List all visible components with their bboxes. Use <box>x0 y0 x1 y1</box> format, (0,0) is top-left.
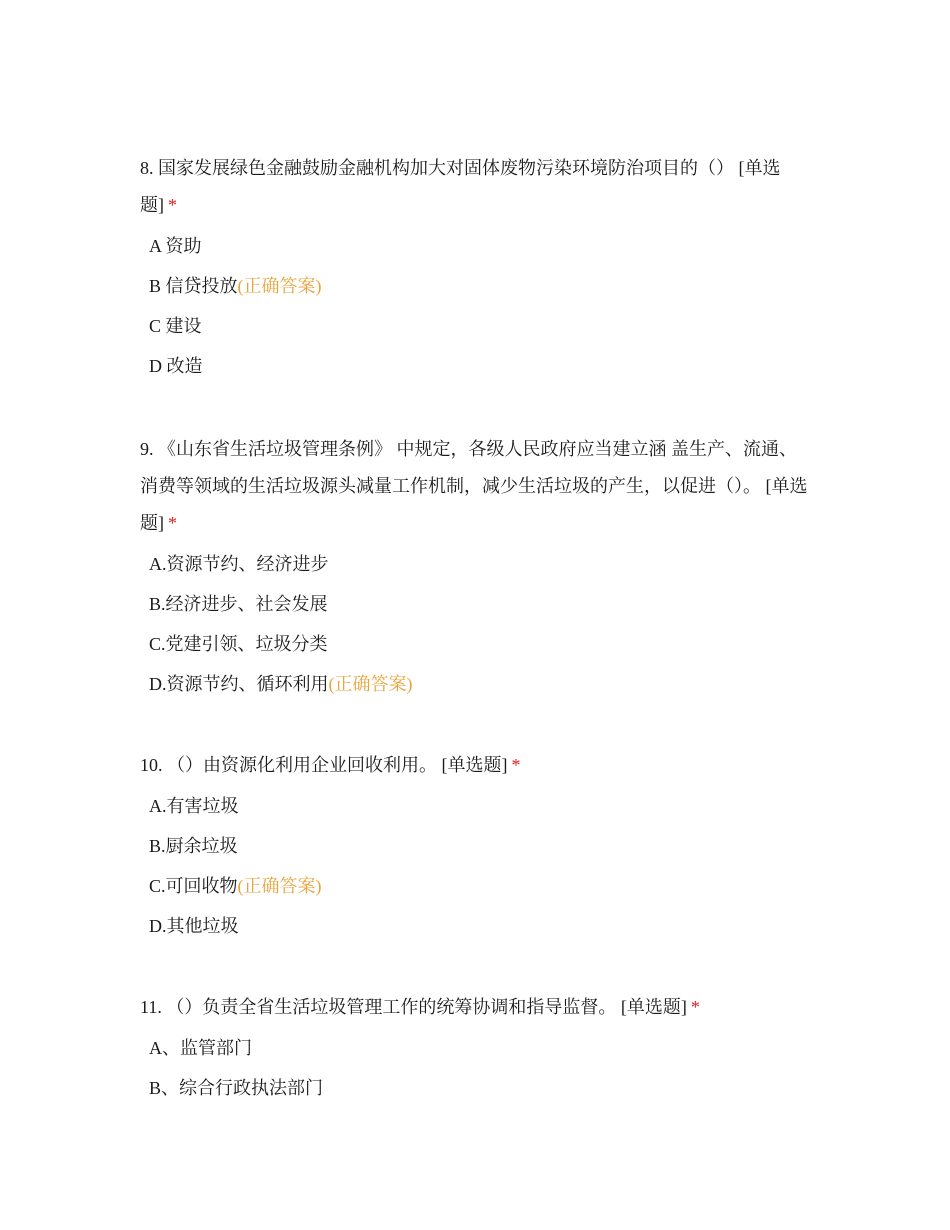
option-list <box>140 544 812 704</box>
option-a[interactable]: A.资源节约、经济进步 <box>149 554 329 574</box>
option-c[interactable]: C.可回收物(正确答案) <box>149 876 322 896</box>
question-title <box>140 431 812 542</box>
required-mark: * <box>511 755 521 775</box>
required-mark: * <box>168 195 177 215</box>
required-mark: * <box>690 997 700 1017</box>
question-8 <box>140 150 812 386</box>
option-list <box>140 1028 812 1108</box>
option-a[interactable]: A.有害垃圾 <box>149 796 239 816</box>
option-d[interactable]: D.资源节约、循环利用(正确答案) <box>149 674 413 694</box>
question-9 <box>140 431 812 704</box>
question-title <box>140 747 812 784</box>
question-text: 10. （）由资源化利用企业回收利用。 [单选题] <box>140 755 508 775</box>
option-b[interactable]: B 信贷投放(正确答案) <box>149 276 322 296</box>
correct-answer-label: (正确答案) <box>237 276 322 296</box>
question-text: 8. 国家发展绿色金融鼓励金融机构加大对固体废物污染环境防治项目的（） [单选题] <box>140 158 781 215</box>
option-a[interactable]: A、监管部门 <box>149 1038 252 1058</box>
option-list <box>140 226 812 386</box>
option-c[interactable]: C 建设 <box>149 316 202 336</box>
required-mark: * <box>168 513 177 533</box>
option-list <box>140 786 812 946</box>
question-text: 9. 《山东省生活垃圾管理条例》 中规定，各级人民政府应当建立涵 盖生产、流通、消费等领域的生活垃圾源头减量工作机制，减少生活垃圾的产生，以促进（）。 [单选题] <box>140 439 808 533</box>
option-a[interactable]: A 资助 <box>149 236 202 256</box>
option-b[interactable]: B.厨余垃圾 <box>149 836 238 856</box>
question-title <box>140 150 812 224</box>
question-text: 11. （）负责全省生活垃圾管理工作的统筹协调和指导监督。 [单选题] <box>140 997 687 1017</box>
question-11 <box>140 989 812 1108</box>
correct-answer-label: (正确答案) <box>328 674 413 694</box>
option-b[interactable]: B.经济进步、社会发展 <box>149 594 328 614</box>
question-10 <box>140 747 812 946</box>
question-title <box>140 989 812 1026</box>
option-c[interactable]: C.党建引领、垃圾分类 <box>149 634 328 654</box>
option-d[interactable]: D.其他垃圾 <box>149 916 239 936</box>
correct-answer-label: (正确答案) <box>237 876 322 896</box>
option-d[interactable]: D 改造 <box>149 356 203 376</box>
option-b[interactable]: B、综合行政执法部门 <box>149 1078 324 1098</box>
